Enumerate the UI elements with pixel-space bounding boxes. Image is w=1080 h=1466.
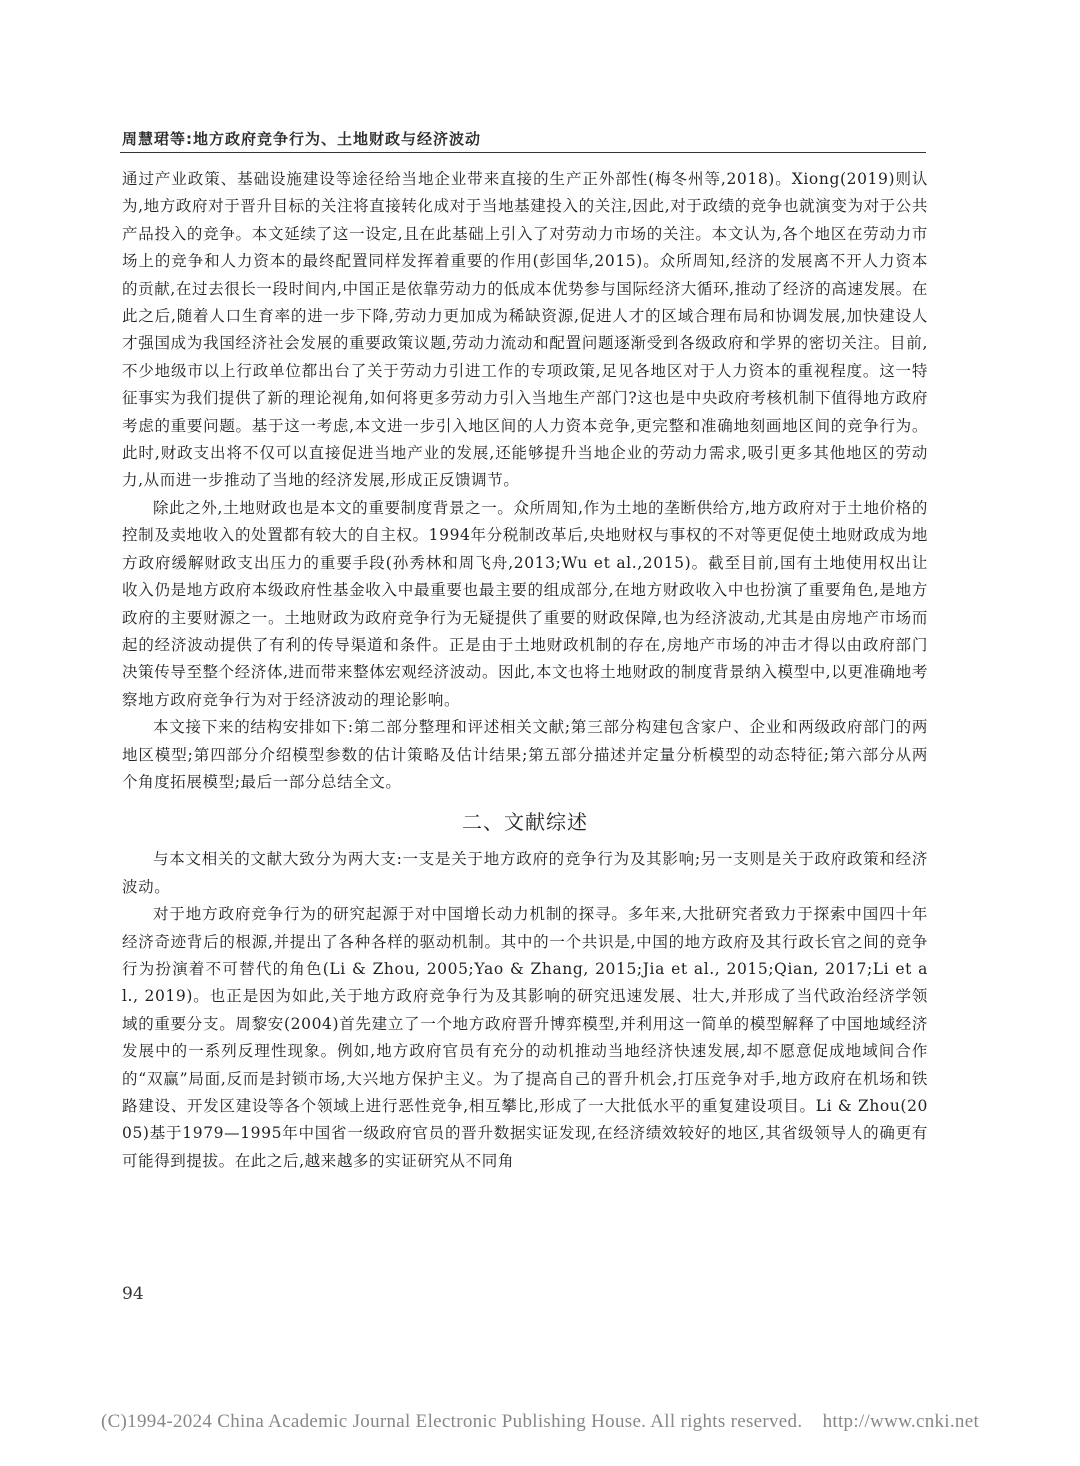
copyright-footer: (C)1994-2024 China Academic Journal Electronic Publishing House. All rights reserved. http://www.cnki.net (100, 1411, 980, 1432)
paragraph: 本文接下来的结构安排如下:第二部分整理和评述相关文献;第三部分构建包含家户、企业和两级政府部门的两地区模型;第四部分介绍模型参数的估计策略及估计结果;第五部分描述并定量分析模型的动态特征;第六部分从两个角度拓展模型;最后一部分总结全文。 (122, 718, 928, 791)
paragraph: 对于地方政府竞争行为的研究起源于对中国增长动力机制的探寻。多年来,大批研究者致力于探索中国四十年经济奇迹背后的根源,并提出了各种各样的驱动机制。其中的一个共识是,中国的地方政府及其行政长官之间的竞争行为扮演着不可替代的角色(Li & Zhou, 2005;Yao & Zhang, 2015;Jia et al., 2015;Qian, 2017;Li et al., 2019)。也正是因为如此,关于地方政府竞争行为及其影响的研究迅速发展、壮大,并形成了当代政治经济学领域的重要分支。周黎安(2004)首先建立了一个地方政府晋升博弈模型,并利用这一简单的模型解释了中国地域经济发展中的一系列反理性现象。例如,地方政府官员有充分的动机推动当地经济快速发展,却不愿意促成地域间合作的“双赢”局面,反而是封锁市场,大兴地方保护主义。为了提高自己的晋升机会,打压竞争对手,地方政府在机场和铁路建设、开发区建设等各个领域上进行恶性竞争,相互攀比,形成了一大批低水平的重复建设项目。Li & Zhou(2005)基于1979—1995年中国省一级政府官员的晋升数据实证发现,在经济绩效较好的地区,其省级领导人的确更有可能得到提拔。在此之后,越来越多的实证研究从不同角 (122, 905, 928, 1170)
header-divider (120, 152, 926, 153)
running-header: 周慧珺等:地方政府竞争行为、土地财政与经济波动 (122, 130, 482, 148)
page-number: 94 (122, 1284, 144, 1304)
paragraph: 除此之外,土地财政也是本文的重要制度背景之一。众所周知,作为土地的垄断供给方,地方政府对于土地价格的控制及卖地收入的处置都有较大的自主权。1994年分税制改革后,央地财权与事权的不对等更促使土地财政成为地方政府缓解财政支出压力的重要手段(孙秀林和周飞舟,2013;Wu et al.,2015)。截至目前,国有土地使用权出让收入仍是地方政府本级政府性基金收入中最重要也最主要的组成部分,在地方财政收入中也扮演了重要角色,是地方政府的主要财源之一。土地财政为政府竞争行为无疑提供了重要的财政保障,也为经济波动,尤其是由房地产市场而起的经济波动提供了有利的传导渠道和条件。正是由于土地财政机制的存在,房地产市场的冲击才得以由政府部门决策传导至整个经济体,进而带来整体宏观经济波动。因此,本文也将土地财政的制度背景纳入模型中,以更准确地考察地方政府竞争行为对于经济波动的理论影响。 (122, 498, 928, 709)
article-body (122, 166, 928, 1175)
paragraph: 与本文相关的文献大致分为两大支:一支是关于地方政府的竞争行为及其影响;另一支则是关于政府政策和经济波动。 (122, 850, 928, 896)
paragraph: 通过产业政策、基础设施建设等途径给当地企业带来直接的生产正外部性(梅冬州等,2018)。Xiong(2019)则认为,地方政府对于晋升目标的关注将直接转化成对于当地基建投入的关注,因此,对于政绩的竞争也就演变为对于公共产品投入的竞争。本文延续了这一设定,且在此基础上引入了对劳动力市场的关注。本文认为,各个地区在劳动力市场上的竞争和人力资本的最终配置同样发挥着重要的作用(彭国华,2015)。众所周知,经济的发展离不开人力资本的贡献,在过去很长一段时间内,中国正是依靠劳动力的低成本优势参与国际经济大循环,推动了经济的高速发展。在此之后,随着人口生育率的进一步下降,劳动力更加成为稀缺资源,促进人才的区域合理布局和协调发展,加快建设人才强国成为我国经济社会发展的重要政策议题,劳动力流动和配置问题逐渐受到各级政府和学界的密切关注。目前,不少地级市以上行政单位都出台了关于劳动力引进工作的专项政策,足见各地区对于人力资本的重视程度。这一特征事实为我们提供了新的理论视角,如何将更多劳动力引入当地生产部门?这也是中央政府考核机制下值得地方政府考虑的重要问题。基于这一考虑,本文进一步引入地区间的人力资本竞争,更完整和准确地刻画地区间的竞争行为。此时,财政支出将不仅可以直接促进当地产业的发展,还能够提升当地企业的劳动力需求,吸引更多其他地区的劳动力,从而进一步推动了当地的经济发展,形成正反馈调节。 (122, 170, 928, 490)
section-heading: 二、文献综述 (462, 810, 588, 835)
